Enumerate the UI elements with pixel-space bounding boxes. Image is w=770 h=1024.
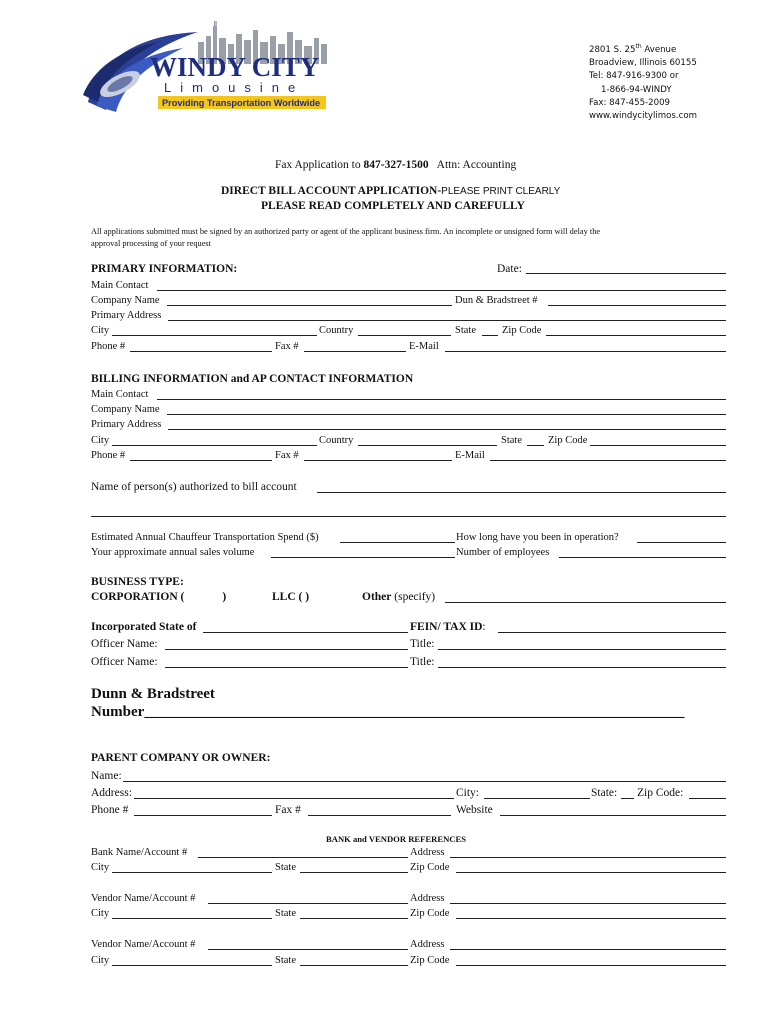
primary-address-label: Primary Address xyxy=(91,310,162,321)
address-web: www.windycitylimos.com xyxy=(589,111,697,122)
title-1-field[interactable] xyxy=(438,649,726,650)
fax-line: Fax Application to 847-327-1500 Attn: Accounting xyxy=(275,159,517,171)
bank-field[interactable] xyxy=(198,857,408,858)
incorporated-field[interactable] xyxy=(203,632,408,633)
primary-heading: PRIMARY INFORMATION: xyxy=(91,263,238,275)
primary-email-field[interactable] xyxy=(445,351,726,352)
billing-address-label: Primary Address xyxy=(91,419,162,430)
parent-website-label: Website xyxy=(456,804,493,816)
vendor-1-label: Vendor Name/Account # xyxy=(91,893,196,904)
billing-main-contact-field[interactable] xyxy=(157,399,726,400)
billing-company-field[interactable] xyxy=(167,414,726,415)
vendor-2-city-field[interactable] xyxy=(112,965,272,966)
fein-label: FEIN/ TAX ID: xyxy=(410,621,486,633)
parent-phone-field[interactable] xyxy=(134,815,272,816)
title-1-label: Title: xyxy=(410,638,435,650)
primary-fax-label: Fax # xyxy=(275,341,299,352)
billing-country-field[interactable] xyxy=(358,445,497,446)
parent-city-field[interactable] xyxy=(484,798,590,799)
primary-main-contact-field[interactable] xyxy=(157,290,726,291)
svg-text:Limousine: Limousine xyxy=(164,80,305,95)
parent-state-field[interactable] xyxy=(621,798,634,799)
notice-text-2: approval processing of your request xyxy=(91,239,212,248)
vendor-2-field[interactable] xyxy=(208,949,408,950)
vendor-1-field[interactable] xyxy=(208,903,408,904)
parent-address-field[interactable] xyxy=(134,798,454,799)
dunn-number-field[interactable]: Number________________________________________________________________________ xyxy=(91,704,685,720)
date-label: Date: xyxy=(497,263,522,275)
billing-fax-label: Fax # xyxy=(275,450,299,461)
billing-email-label: E-Mail xyxy=(455,450,485,461)
primary-country-field[interactable] xyxy=(358,335,451,336)
form-subtitle: PLEASE READ COMPLETELY AND CAREFULLY xyxy=(261,200,525,212)
parent-fax-field[interactable] xyxy=(308,815,451,816)
vendor-1-city-field[interactable] xyxy=(112,918,272,919)
title-2-field[interactable] xyxy=(438,667,726,668)
fein-field[interactable] xyxy=(498,632,726,633)
vendor-2-address-label: Address xyxy=(410,939,445,950)
address-city: Broadview, Illinois 60155 xyxy=(589,58,697,69)
primary-phone-label: Phone # xyxy=(91,341,126,352)
billing-country-label: Country xyxy=(319,435,354,446)
billing-heading: BILLING INFORMATION and AP CONTACT INFORMATION xyxy=(91,373,414,385)
llc-option[interactable]: LLC ( ) xyxy=(272,591,310,603)
parent-phone-label: Phone # xyxy=(91,804,129,816)
officer-2-label: Officer Name: xyxy=(91,656,158,668)
primary-address-field[interactable] xyxy=(168,320,726,321)
primary-state-field[interactable] xyxy=(482,335,498,336)
primary-dunn-field[interactable] xyxy=(548,305,726,306)
address-tel: Tel: 847-916-9300 or xyxy=(589,71,679,82)
other-field[interactable] xyxy=(445,602,726,603)
primary-company-label: Company Name xyxy=(91,295,160,306)
billing-city-label: City xyxy=(91,435,110,446)
bank-zip-field[interactable] xyxy=(456,872,726,873)
sales-field[interactable] xyxy=(271,557,455,558)
business-type-heading: BUSINESS TYPE: xyxy=(91,576,184,588)
primary-main-contact-label: Main Contact xyxy=(91,280,149,291)
other-option[interactable]: Other (specify) xyxy=(362,591,436,603)
vendor-1-address-field[interactable] xyxy=(450,903,726,904)
billing-zip-field[interactable] xyxy=(590,445,726,446)
windy-city-logo xyxy=(78,20,338,120)
address-fax: Fax: 847-455-2009 xyxy=(589,98,671,109)
billing-state-field[interactable] xyxy=(527,445,544,446)
parent-name-label: Name: xyxy=(91,770,122,782)
parent-city-label: City: xyxy=(456,787,480,799)
incorporated-label: Incorporated State of xyxy=(91,621,197,633)
vendor-2-address-field[interactable] xyxy=(450,949,726,950)
bank-state-field[interactable] xyxy=(300,872,408,873)
vendor-1-zip-label: Zip Code xyxy=(410,908,450,919)
primary-fax-field[interactable] xyxy=(304,351,406,352)
parent-state-label: State: xyxy=(591,787,618,799)
date-field[interactable] xyxy=(526,273,726,274)
vendor-1-state-field[interactable] xyxy=(300,918,408,919)
parent-address-label: Address: xyxy=(91,787,132,799)
billing-phone-label: Phone # xyxy=(91,450,126,461)
address-tel2: 1-866-94-WINDY xyxy=(601,84,672,95)
references-heading: BANK and VENDOR REFERENCES xyxy=(326,834,466,844)
bank-address-label: Address xyxy=(410,847,445,858)
vendor-2-zip-label: Zip Code xyxy=(410,955,450,966)
primary-city-label: City xyxy=(91,325,110,336)
billing-fax-field[interactable] xyxy=(304,460,452,461)
primary-phone-field[interactable] xyxy=(130,351,272,352)
vendor-1-zip-field[interactable] xyxy=(456,918,726,919)
company-address-block xyxy=(589,40,697,124)
spend-field[interactable] xyxy=(340,542,455,543)
dunn-heading: Dunn & Bradstreet xyxy=(91,686,215,702)
billing-email-field[interactable] xyxy=(490,460,726,461)
primary-dunn-label: Dun & Bradstreet # xyxy=(455,295,538,306)
primary-country-label: Country xyxy=(319,325,354,336)
billing-main-contact-label: Main Contact xyxy=(91,389,149,400)
title-2-label: Title: xyxy=(410,656,435,668)
svg-text:Providing Transportation World: Providing Transportation Worldwide xyxy=(162,98,321,108)
bank-address-field[interactable] xyxy=(450,857,726,858)
bank-state-label: State xyxy=(275,862,296,873)
officer-1-field[interactable] xyxy=(165,649,408,650)
employees-label: Number of employees xyxy=(456,547,550,558)
primary-zip-field[interactable] xyxy=(546,335,726,336)
billing-city-field[interactable] xyxy=(112,445,317,446)
notice-text: All applications submitted must be signed by an authorized party or agent of the applicant business firm. An incomplete or unsigned form will delay the xyxy=(91,227,601,236)
parent-website-field[interactable] xyxy=(500,815,726,816)
primary-city-field[interactable] xyxy=(112,335,317,336)
parent-name-field[interactable] xyxy=(123,781,726,782)
authorized-label: Name of person(s) authorized to bill account xyxy=(91,481,297,493)
vendor-1-state-label: State xyxy=(275,908,296,919)
authorized-field-2[interactable] xyxy=(91,516,726,517)
corporation-option[interactable]: CORPORATION ( ) xyxy=(91,591,227,603)
operation-label: How long have you been in operation? xyxy=(456,532,619,543)
parent-zip-field[interactable] xyxy=(689,798,726,799)
primary-zip-label: Zip Code xyxy=(502,325,542,336)
bank-city-field[interactable] xyxy=(112,872,272,873)
officer-2-field[interactable] xyxy=(165,667,408,668)
primary-email-label: E-Mail xyxy=(409,341,439,352)
bank-zip-label: Zip Code xyxy=(410,862,450,873)
officer-1-label: Officer Name: xyxy=(91,638,158,650)
parent-heading: PARENT COMPANY OR OWNER: xyxy=(91,752,271,764)
spend-label: Estimated Annual Chauffeur Transportation Spend ($) xyxy=(91,532,319,543)
billing-zip-label: Zip Code xyxy=(548,435,588,446)
bank-label: Bank Name/Account # xyxy=(91,847,188,858)
billing-company-label: Company Name xyxy=(91,404,160,415)
vendor-2-state-field[interactable] xyxy=(300,965,408,966)
address-street: 2801 S. 25th Avenue xyxy=(589,43,677,55)
vendor-2-label: Vendor Name/Account # xyxy=(91,939,196,950)
authorized-field[interactable] xyxy=(317,492,726,493)
employees-field[interactable] xyxy=(559,557,726,558)
vendor-2-zip-field[interactable] xyxy=(456,965,726,966)
operation-field[interactable] xyxy=(637,542,726,543)
parent-fax-label: Fax # xyxy=(275,804,301,816)
parent-zip-label: Zip Code: xyxy=(637,787,684,799)
sales-label: Your approximate annual sales volume xyxy=(91,547,255,558)
billing-phone-field[interactable] xyxy=(130,460,272,461)
form-title: DIRECT BILL ACCOUNT APPLICATION-PLEASE PRINT CLEARLY xyxy=(221,185,561,197)
billing-address-field[interactable] xyxy=(168,429,726,430)
vendor-2-city-label: City xyxy=(91,955,110,966)
vendor-2-state-label: State xyxy=(275,955,296,966)
bank-city-label: City xyxy=(91,862,110,873)
primary-company-field[interactable] xyxy=(167,305,452,306)
vendor-1-address-label: Address xyxy=(410,893,445,904)
svg-text:WINDY CITY: WINDY CITY xyxy=(150,52,320,82)
billing-state-label: State xyxy=(501,435,522,446)
vendor-1-city-label: City xyxy=(91,908,110,919)
primary-state-label: State xyxy=(455,325,476,336)
